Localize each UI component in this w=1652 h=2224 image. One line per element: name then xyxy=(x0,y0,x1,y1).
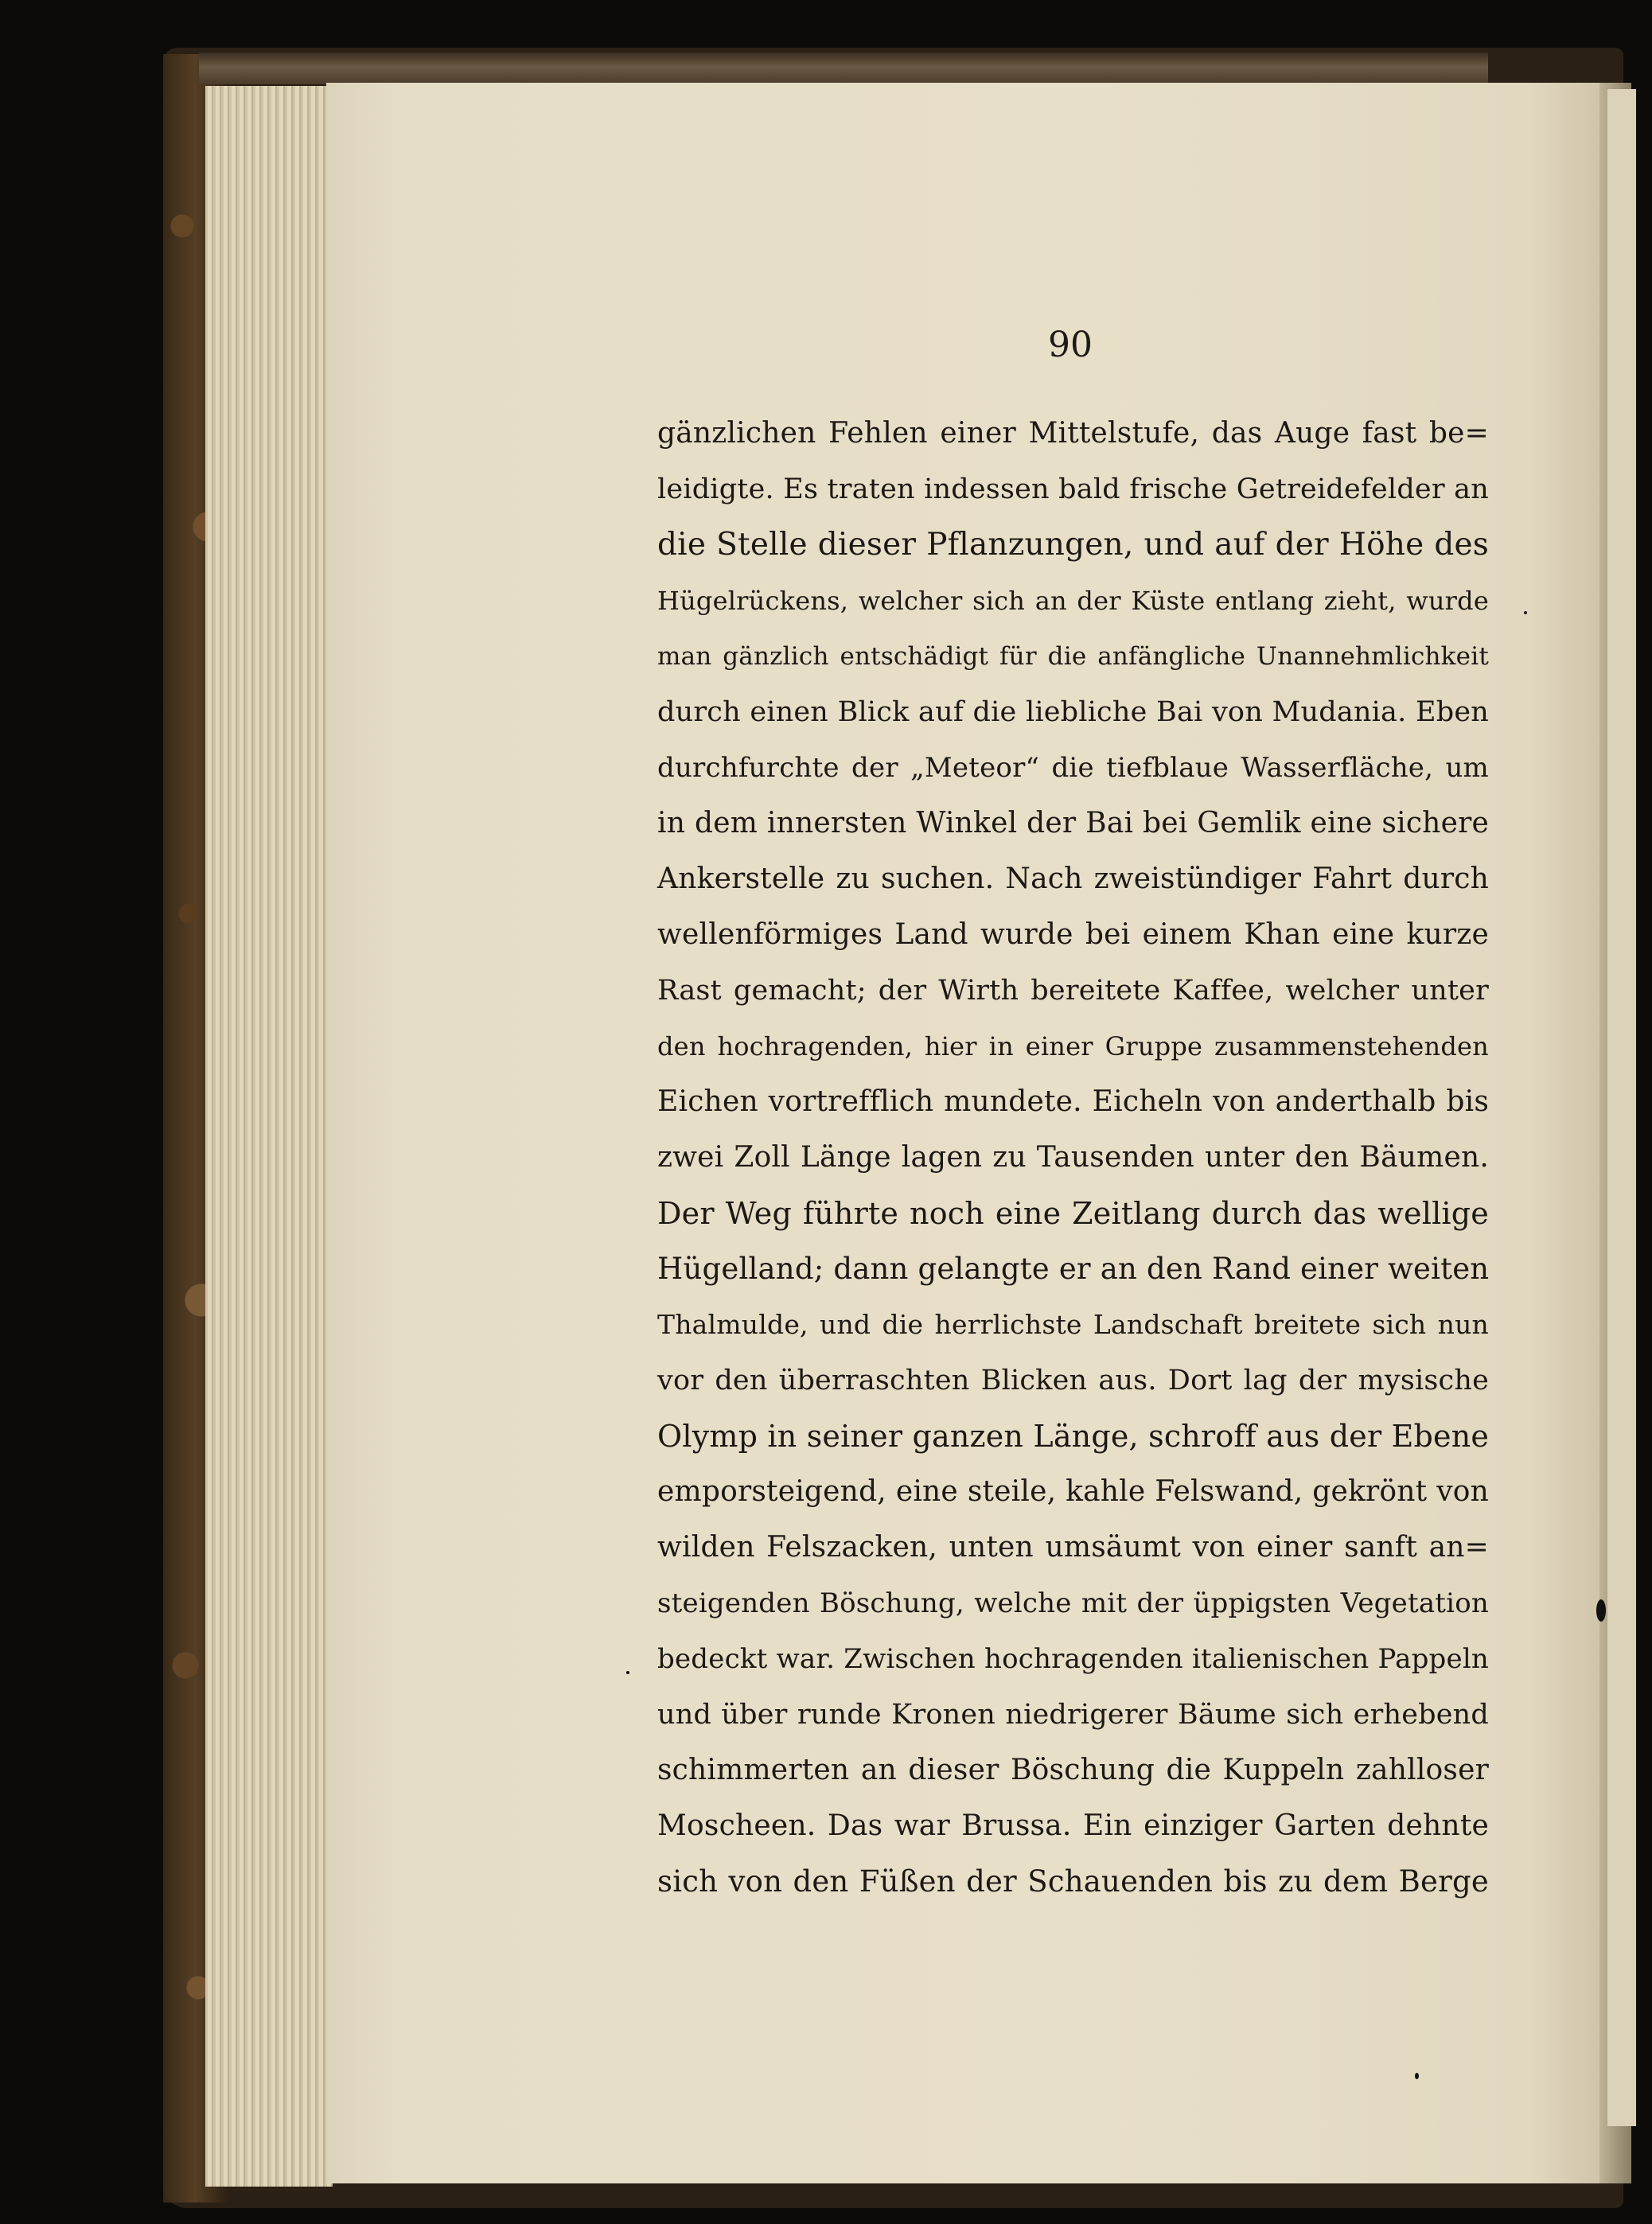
text-line: bedeckt war. Zwischen hochragenden italienischen Pappeln xyxy=(657,1643,1489,1675)
ink-speck xyxy=(1415,2073,1419,2079)
text-line: emporsteigend, eine steile, kahle Felswand, gekrönt von xyxy=(657,1475,1489,1508)
text-line: durchfurchte der „Meteor“ die tiefblaue Wasserfläche, um xyxy=(657,752,1489,784)
ink-speck xyxy=(1596,1599,1606,1622)
text-line: vor den überraschten Blicken aus. Dort lag der mysische xyxy=(657,1365,1489,1396)
text-line: Olymp in seiner ganzen Länge, schroff aus der Ebene xyxy=(657,1419,1490,1454)
text-line: man gänzlich entschädigt für die anfängliche Unannehmlichkeit xyxy=(657,642,1489,671)
text-line: leidigte. Es traten indessen bald frische Getreidefelder an xyxy=(657,473,1489,505)
text-line: den hochragenden, hier in einer Gruppe zusammenstehenden xyxy=(657,1031,1489,1061)
body-text xyxy=(657,406,1489,1910)
text-line: und über runde Kronen niedrigerer Bäume sich erhebend xyxy=(657,1699,1489,1731)
page-edges xyxy=(205,86,333,2187)
text-line: Eichen vortrefflich mundete. Eicheln von anderthalb bis xyxy=(657,1085,1489,1118)
text-line: wellenförmiges Land wurde bei einem Khan eine kurze xyxy=(657,918,1489,951)
book-spine-top xyxy=(199,53,1488,84)
text-line: Hügelland; dann gelangte er an den Rand einer weiten xyxy=(657,1252,1490,1286)
text-line: in dem innersten Winkel der Bai bei Gemlik eine sichere xyxy=(657,807,1489,839)
text-line: die Stelle dieser Pflanzungen, und auf der Höhe des xyxy=(657,527,1489,563)
page-number: 90 xyxy=(1048,325,1093,365)
text-line: zwei Zoll Länge lagen zu Tausenden unter den Bäumen. xyxy=(657,1141,1489,1174)
ink-speck xyxy=(626,1671,629,1674)
text-line: sich von den Füßen der Schauenden bis zu dem Berge xyxy=(657,1864,1489,1899)
ink-speck xyxy=(1524,611,1527,614)
text-line: Ankerstelle zu suchen. Nach zweistündiger Fahrt durch xyxy=(657,863,1489,895)
facing-page-edge xyxy=(1607,89,1636,2126)
text-line: wilden Felszacken, unten umsäumt von einer sanft an= xyxy=(657,1531,1489,1564)
text-line: steigenden Böschung, welche mit der üppigsten Vegetation xyxy=(657,1587,1489,1619)
text-line: Hügelrückens, welcher sich an der Küste entlang zieht, wurde xyxy=(657,586,1489,616)
text-line: Thalmulde, und die herrlichste Landschaft breitete sich nun xyxy=(657,1309,1489,1340)
text-line: Rast gemacht; der Wirth bereitete Kaffee, welcher unter xyxy=(657,975,1489,1007)
text-line: gänzlichen Fehlen einer Mittelstufe, das Auge fast be= xyxy=(657,417,1489,450)
text-line: Der Weg führte noch eine Zeitlang durch das wellige xyxy=(657,1196,1489,1231)
text-line: durch einen Blick auf die liebliche Bai von Mudania. Eben xyxy=(657,696,1489,728)
text-line: Moscheen. Das war Brussa. Ein einziger Garten dehnte xyxy=(657,1809,1489,1842)
text-line: schimmerten an dieser Böschung die Kuppeln zahlloser xyxy=(657,1754,1489,1786)
